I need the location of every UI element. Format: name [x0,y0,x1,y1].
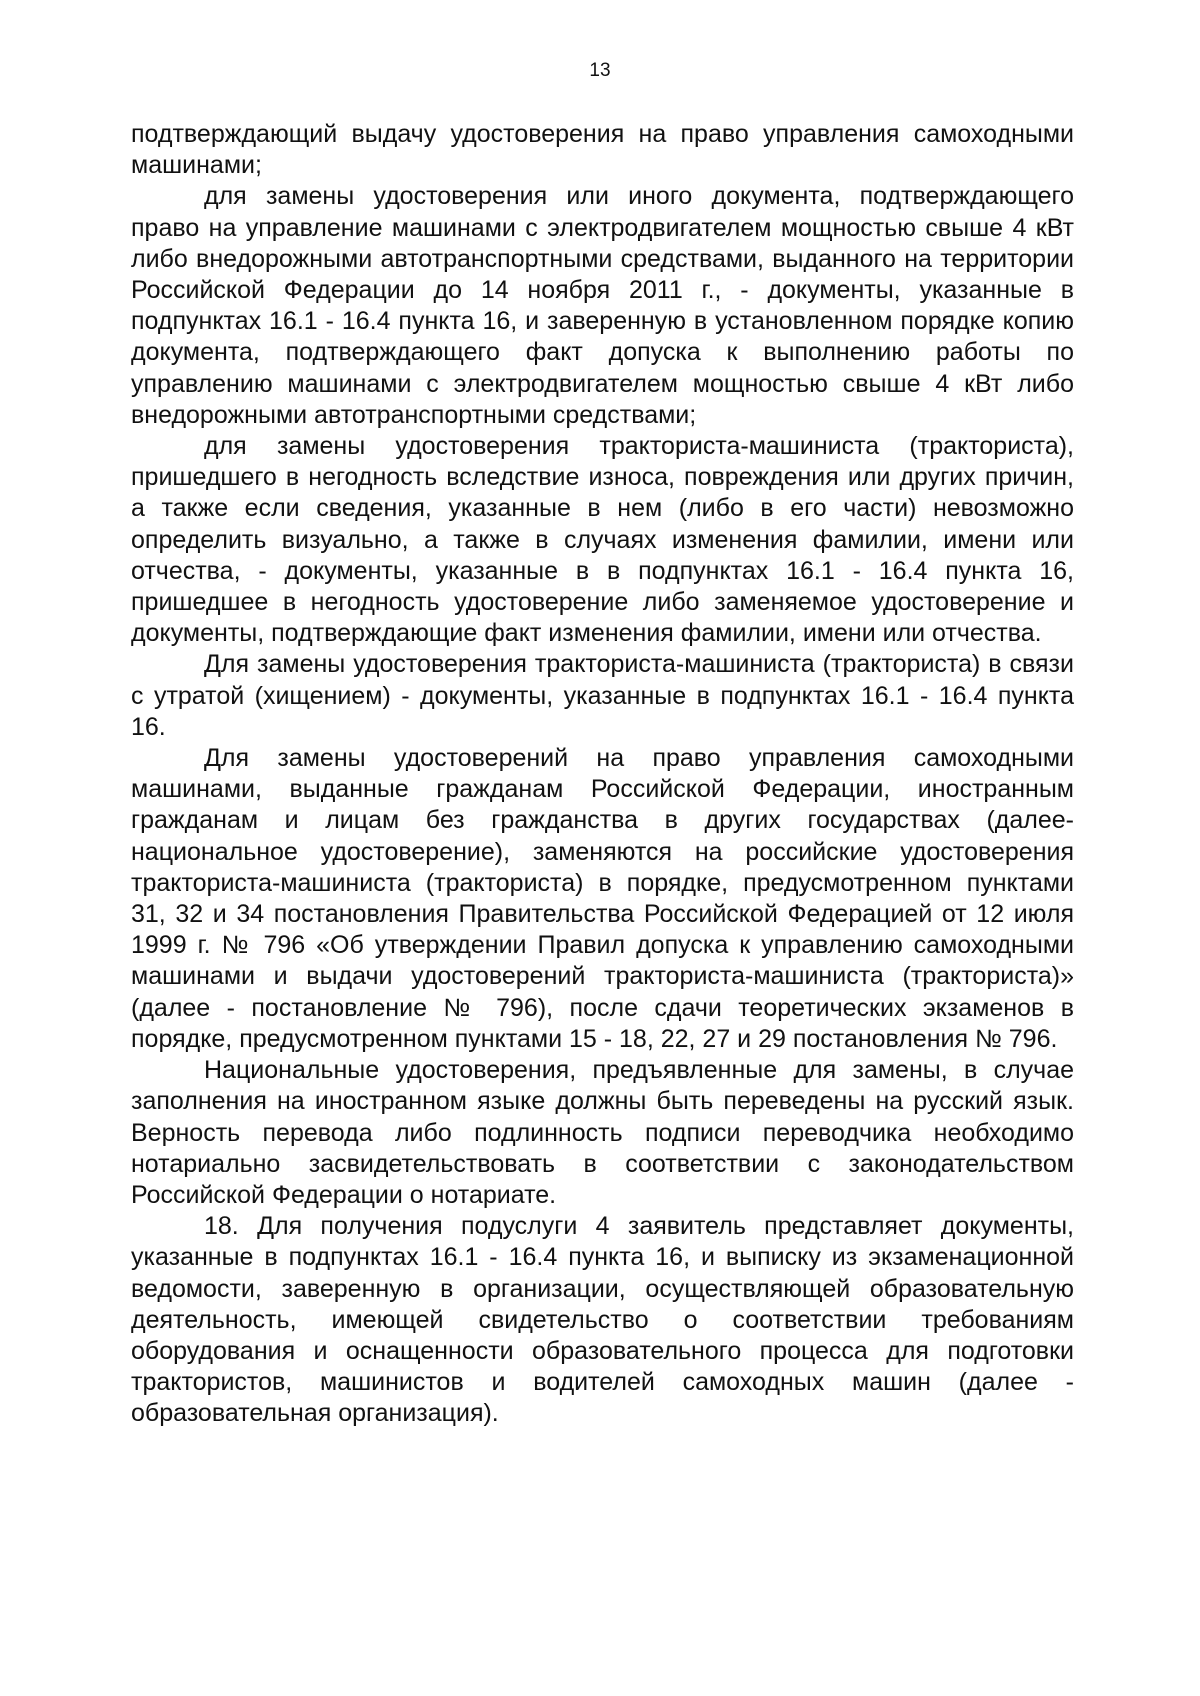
paragraph-6: Национальные удостоверения, предъявленные для замены, в случае заполнения на иностранном языке должны быть переведены на русский язык. Верность перевода либо подлинность подписи переводчика необходимо нотариально засвидетельствовать в соответствии с законодательством Российской Федерации о нотариате. [131,1056,1074,1209]
paragraph-4: Для замены удостоверения тракториста-машиниста (тракториста) в связи с утратой (хищением) - документы, указанные в подпунктах 16.1 - 16.4 пункта 16. [131,650,1074,741]
page-number: 13 [589,60,611,81]
paragraph-3: для замены удостоверения тракториста-машиниста (тракториста), пришедшего в негодность вследствие износа, повреждения или других причин, а также если сведения, указанные в нем (либо в его части) невозможно определить визуально, а также в случаях изменения фамилии, имени или отчества, - документы, указанные в в подпунктах 16.1 - 16.4 пункта 16, пришедшее в негодность удостоверение либо заменяемое удостоверение и документы, подтверждающие факт изменения фамилии, имени или отчества. [131,432,1074,648]
paragraph-5: Для замены удостоверений на право управления самоходными машинами, выданные гражданам Российской Федерации, иностранным гражданам и лицам без гражданства в других государствах (далее- национальное удостоверение), заменяются на российские удостоверения тракториста-машиниста (тракториста) в порядке, предусмотренном пунктами 31, 32 и 34 постановления Правительства Российской Федерацией от 12 июля 1999 г. № 796 «Об утверждении Правил допуска к управлению самоходными машинами и выдачи удостоверений тракториста-машиниста (тракториста)» (далее - постановление № 796), после сдачи теоретических экзаменов в порядке, предусмотренном пунктами 15 - 18, 22, 27 и 29 постановления № 796. [131,744,1074,1053]
paragraph-7-item-18: 18. Для получения подуслуги 4 заявитель представляет документы, указанные в подпунктах 16.1 - 16.4 пункта 16, и выписку из экзаменационной ведомости, заверенную в организации, осуществляющей образовательную деятельность, имеющей свидетельство о соответствии требованиям оборудования и оснащенности образовательного процесса для подготовки трактористов, машинистов и водителей самоходных машин (далее - образовательная организация). [131,1212,1074,1428]
document-body [131,119,1074,1430]
paragraph-1: подтверждающий выдачу удостоверения на право управления самоходными машинами; [131,120,1074,180]
paragraph-2: для замены удостоверения или иного документа, подтверждающего право на управление машинами с электродвигателем мощностью свыше 4 кВт либо внедорожными автотранспортными средствами, выданного на территории Российской Федерации до 14 ноября 2011 г., - документы, указанные в подпунктах 16.1 - 16.4 пункта 16, и заверенную в установленном порядке копию документа, подтверждающего факт допуска к выполнению работы по управлению машинами с электродвигателем мощностью свыше 4 кВт либо внедорожными автотранспортными средствами; [131,182,1074,429]
